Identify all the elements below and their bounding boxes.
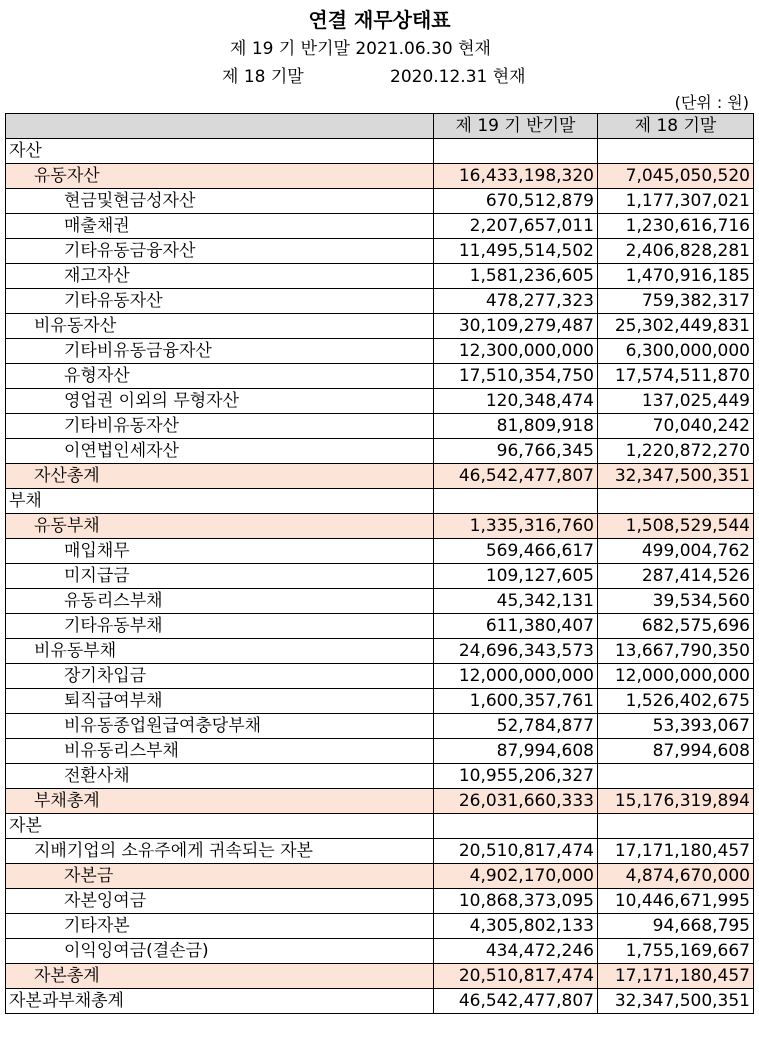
current-value: 17,510,354,750 xyxy=(434,364,598,389)
current-value: 120,348,474 xyxy=(434,389,598,414)
current-value: 96,766,345 xyxy=(434,439,598,464)
account-label: 현금및현금성자산 xyxy=(6,189,434,214)
table-row xyxy=(6,139,754,164)
account-label: 기타유동금융자산 xyxy=(6,239,434,264)
account-label: 자본금 xyxy=(6,864,434,889)
table-row xyxy=(6,739,754,764)
prior-value: 1,755,169,667 xyxy=(598,939,754,964)
account-label: 비유동종업원급여충당부채 xyxy=(6,714,434,739)
prior-value: 1,508,529,544 xyxy=(598,514,754,539)
current-value: 46,542,477,807 xyxy=(434,464,598,489)
prior-value: 1,470,916,185 xyxy=(598,264,754,289)
account-label: 기타유동자산 xyxy=(6,289,434,314)
account-label: 유동자산 xyxy=(6,164,434,189)
current-value: 4,902,170,000 xyxy=(434,864,598,889)
column-header-current: 제 19 기 반기말 xyxy=(434,114,598,139)
prior-value: 94,668,795 xyxy=(598,914,754,939)
prior-value xyxy=(598,814,754,839)
prior-value: 17,574,511,870 xyxy=(598,364,754,389)
prior-value: 17,171,180,457 xyxy=(598,839,754,864)
column-header-prior: 제 18 기말 xyxy=(598,114,754,139)
prior-value: 32,347,500,351 xyxy=(598,989,754,1014)
table-row xyxy=(6,989,754,1014)
prior-value: 1,177,307,021 xyxy=(598,189,754,214)
current-value: 45,342,131 xyxy=(434,589,598,614)
prior-value: 10,446,671,995 xyxy=(598,889,754,914)
current-value: 670,512,879 xyxy=(434,189,598,214)
current-value: 30,109,279,487 xyxy=(434,314,598,339)
column-header-account xyxy=(6,114,434,139)
prior-value: 17,171,180,457 xyxy=(598,964,754,989)
account-label: 비유동부채 xyxy=(6,639,434,664)
table-row xyxy=(6,339,754,364)
table-row xyxy=(6,514,754,539)
table-row xyxy=(6,364,754,389)
account-label: 기타비유동자산 xyxy=(6,414,434,439)
current-value: 478,277,323 xyxy=(434,289,598,314)
table-row xyxy=(6,189,754,214)
prior-value: 1,526,402,675 xyxy=(598,689,754,714)
account-label: 자본 xyxy=(6,814,434,839)
account-label: 재고자산 xyxy=(6,264,434,289)
current-value: 20,510,817,474 xyxy=(434,839,598,864)
current-value xyxy=(434,814,598,839)
current-value: 52,784,877 xyxy=(434,714,598,739)
account-label: 이연법인세자산 xyxy=(6,439,434,464)
current-value: 24,696,343,573 xyxy=(434,639,598,664)
account-label: 비유동자산 xyxy=(6,314,434,339)
account-label: 비유동리스부채 xyxy=(6,739,434,764)
prior-value: 6,300,000,000 xyxy=(598,339,754,364)
current-value: 569,466,617 xyxy=(434,539,598,564)
current-value: 1,600,357,761 xyxy=(434,689,598,714)
table-row xyxy=(6,839,754,864)
prior-value: 70,040,242 xyxy=(598,414,754,439)
current-value: 46,542,477,807 xyxy=(434,989,598,1014)
prior-value: 87,994,608 xyxy=(598,739,754,764)
prior-value: 2,406,828,281 xyxy=(598,239,754,264)
account-label: 자산 xyxy=(6,139,434,164)
table-row xyxy=(6,689,754,714)
table-row xyxy=(6,789,754,814)
table-row xyxy=(6,239,754,264)
prior-period-date: 2020.12.31 현재 xyxy=(390,67,526,87)
table-row xyxy=(6,164,754,189)
table-row xyxy=(6,714,754,739)
prior-value: 15,176,319,894 xyxy=(598,789,754,814)
table-row xyxy=(6,489,754,514)
account-label: 유동리스부채 xyxy=(6,589,434,614)
current-period: 제 19 기 반기말 2021.06.30 현재 xyxy=(230,39,491,59)
table-header-row xyxy=(6,114,754,139)
account-label: 매출채권 xyxy=(6,214,434,239)
current-value: 10,955,206,327 xyxy=(434,764,598,789)
prior-value: 12,000,000,000 xyxy=(598,664,754,689)
prior-value: 13,667,790,350 xyxy=(598,639,754,664)
table-row xyxy=(6,214,754,239)
table-row xyxy=(6,639,754,664)
account-label: 유형자산 xyxy=(6,364,434,389)
prior-value: 499,004,762 xyxy=(598,539,754,564)
table-row xyxy=(6,864,754,889)
table-row xyxy=(6,964,754,989)
account-label: 기타유동부채 xyxy=(6,614,434,639)
current-value: 4,305,802,133 xyxy=(434,914,598,939)
account-label: 자본과부채총계 xyxy=(6,989,434,1014)
account-label: 기타자본 xyxy=(6,914,434,939)
prior-value: 682,575,696 xyxy=(598,614,754,639)
account-label: 전환사채 xyxy=(6,764,434,789)
account-label: 기타비유동금융자산 xyxy=(6,339,434,364)
account-label: 매입채무 xyxy=(6,539,434,564)
table-row xyxy=(6,464,754,489)
table-row xyxy=(6,914,754,939)
current-value: 109,127,605 xyxy=(434,564,598,589)
current-value: 434,472,246 xyxy=(434,939,598,964)
current-value: 26,031,660,333 xyxy=(434,789,598,814)
prior-value: 287,414,526 xyxy=(598,564,754,589)
table-row xyxy=(6,314,754,339)
current-value: 12,000,000,000 xyxy=(434,664,598,689)
account-label: 지배기업의 소유주에게 귀속되는 자본 xyxy=(6,839,434,864)
current-value: 10,868,373,095 xyxy=(434,889,598,914)
table-row xyxy=(6,264,754,289)
account-label: 자본잉여금 xyxy=(6,889,434,914)
current-value: 12,300,000,000 xyxy=(434,339,598,364)
current-value: 2,207,657,011 xyxy=(434,214,598,239)
current-value: 611,380,407 xyxy=(434,614,598,639)
prior-value: 4,874,670,000 xyxy=(598,864,754,889)
current-value xyxy=(434,139,598,164)
table-row xyxy=(6,889,754,914)
table-row xyxy=(6,589,754,614)
table-row xyxy=(6,539,754,564)
account-label: 퇴직급여부채 xyxy=(6,689,434,714)
current-value: 1,581,236,605 xyxy=(434,264,598,289)
current-value: 87,994,608 xyxy=(434,739,598,764)
table-row xyxy=(6,664,754,689)
account-label: 이익잉여금(결손금) xyxy=(6,939,434,964)
table-row xyxy=(6,439,754,464)
prior-value: 1,230,616,716 xyxy=(598,214,754,239)
account-label: 자산총계 xyxy=(6,464,434,489)
unit-label: (단위 : 원) xyxy=(674,93,749,112)
current-value: 16,433,198,320 xyxy=(434,164,598,189)
account-label: 자본총계 xyxy=(6,964,434,989)
account-label: 유동부채 xyxy=(6,514,434,539)
balance-sheet-table xyxy=(5,113,754,1014)
current-value: 81,809,918 xyxy=(434,414,598,439)
prior-value: 39,534,560 xyxy=(598,589,754,614)
current-value: 20,510,817,474 xyxy=(434,964,598,989)
account-label: 영업권 이외의 무형자산 xyxy=(6,389,434,414)
prior-value: 7,045,050,520 xyxy=(598,164,754,189)
account-label: 부채총계 xyxy=(6,789,434,814)
table-row xyxy=(6,564,754,589)
prior-period-label: 제 18 기말 xyxy=(222,67,304,87)
table-row xyxy=(6,414,754,439)
account-label: 장기차입금 xyxy=(6,664,434,689)
account-label: 미지급금 xyxy=(6,564,434,589)
statement-title: 연결 재무상태표 xyxy=(308,8,451,32)
table-row xyxy=(6,939,754,964)
prior-value xyxy=(598,764,754,789)
current-value xyxy=(434,489,598,514)
prior-value xyxy=(598,489,754,514)
prior-value: 32,347,500,351 xyxy=(598,464,754,489)
prior-value: 53,393,067 xyxy=(598,714,754,739)
prior-value: 759,382,317 xyxy=(598,289,754,314)
prior-value xyxy=(598,139,754,164)
current-value: 11,495,514,502 xyxy=(434,239,598,264)
prior-value: 1,220,872,270 xyxy=(598,439,754,464)
table-row xyxy=(6,614,754,639)
current-value: 1,335,316,760 xyxy=(434,514,598,539)
table-row xyxy=(6,289,754,314)
table-row xyxy=(6,389,754,414)
prior-value: 137,025,449 xyxy=(598,389,754,414)
account-label: 부채 xyxy=(6,489,434,514)
prior-value: 25,302,449,831 xyxy=(598,314,754,339)
table-row xyxy=(6,814,754,839)
table-row xyxy=(6,764,754,789)
